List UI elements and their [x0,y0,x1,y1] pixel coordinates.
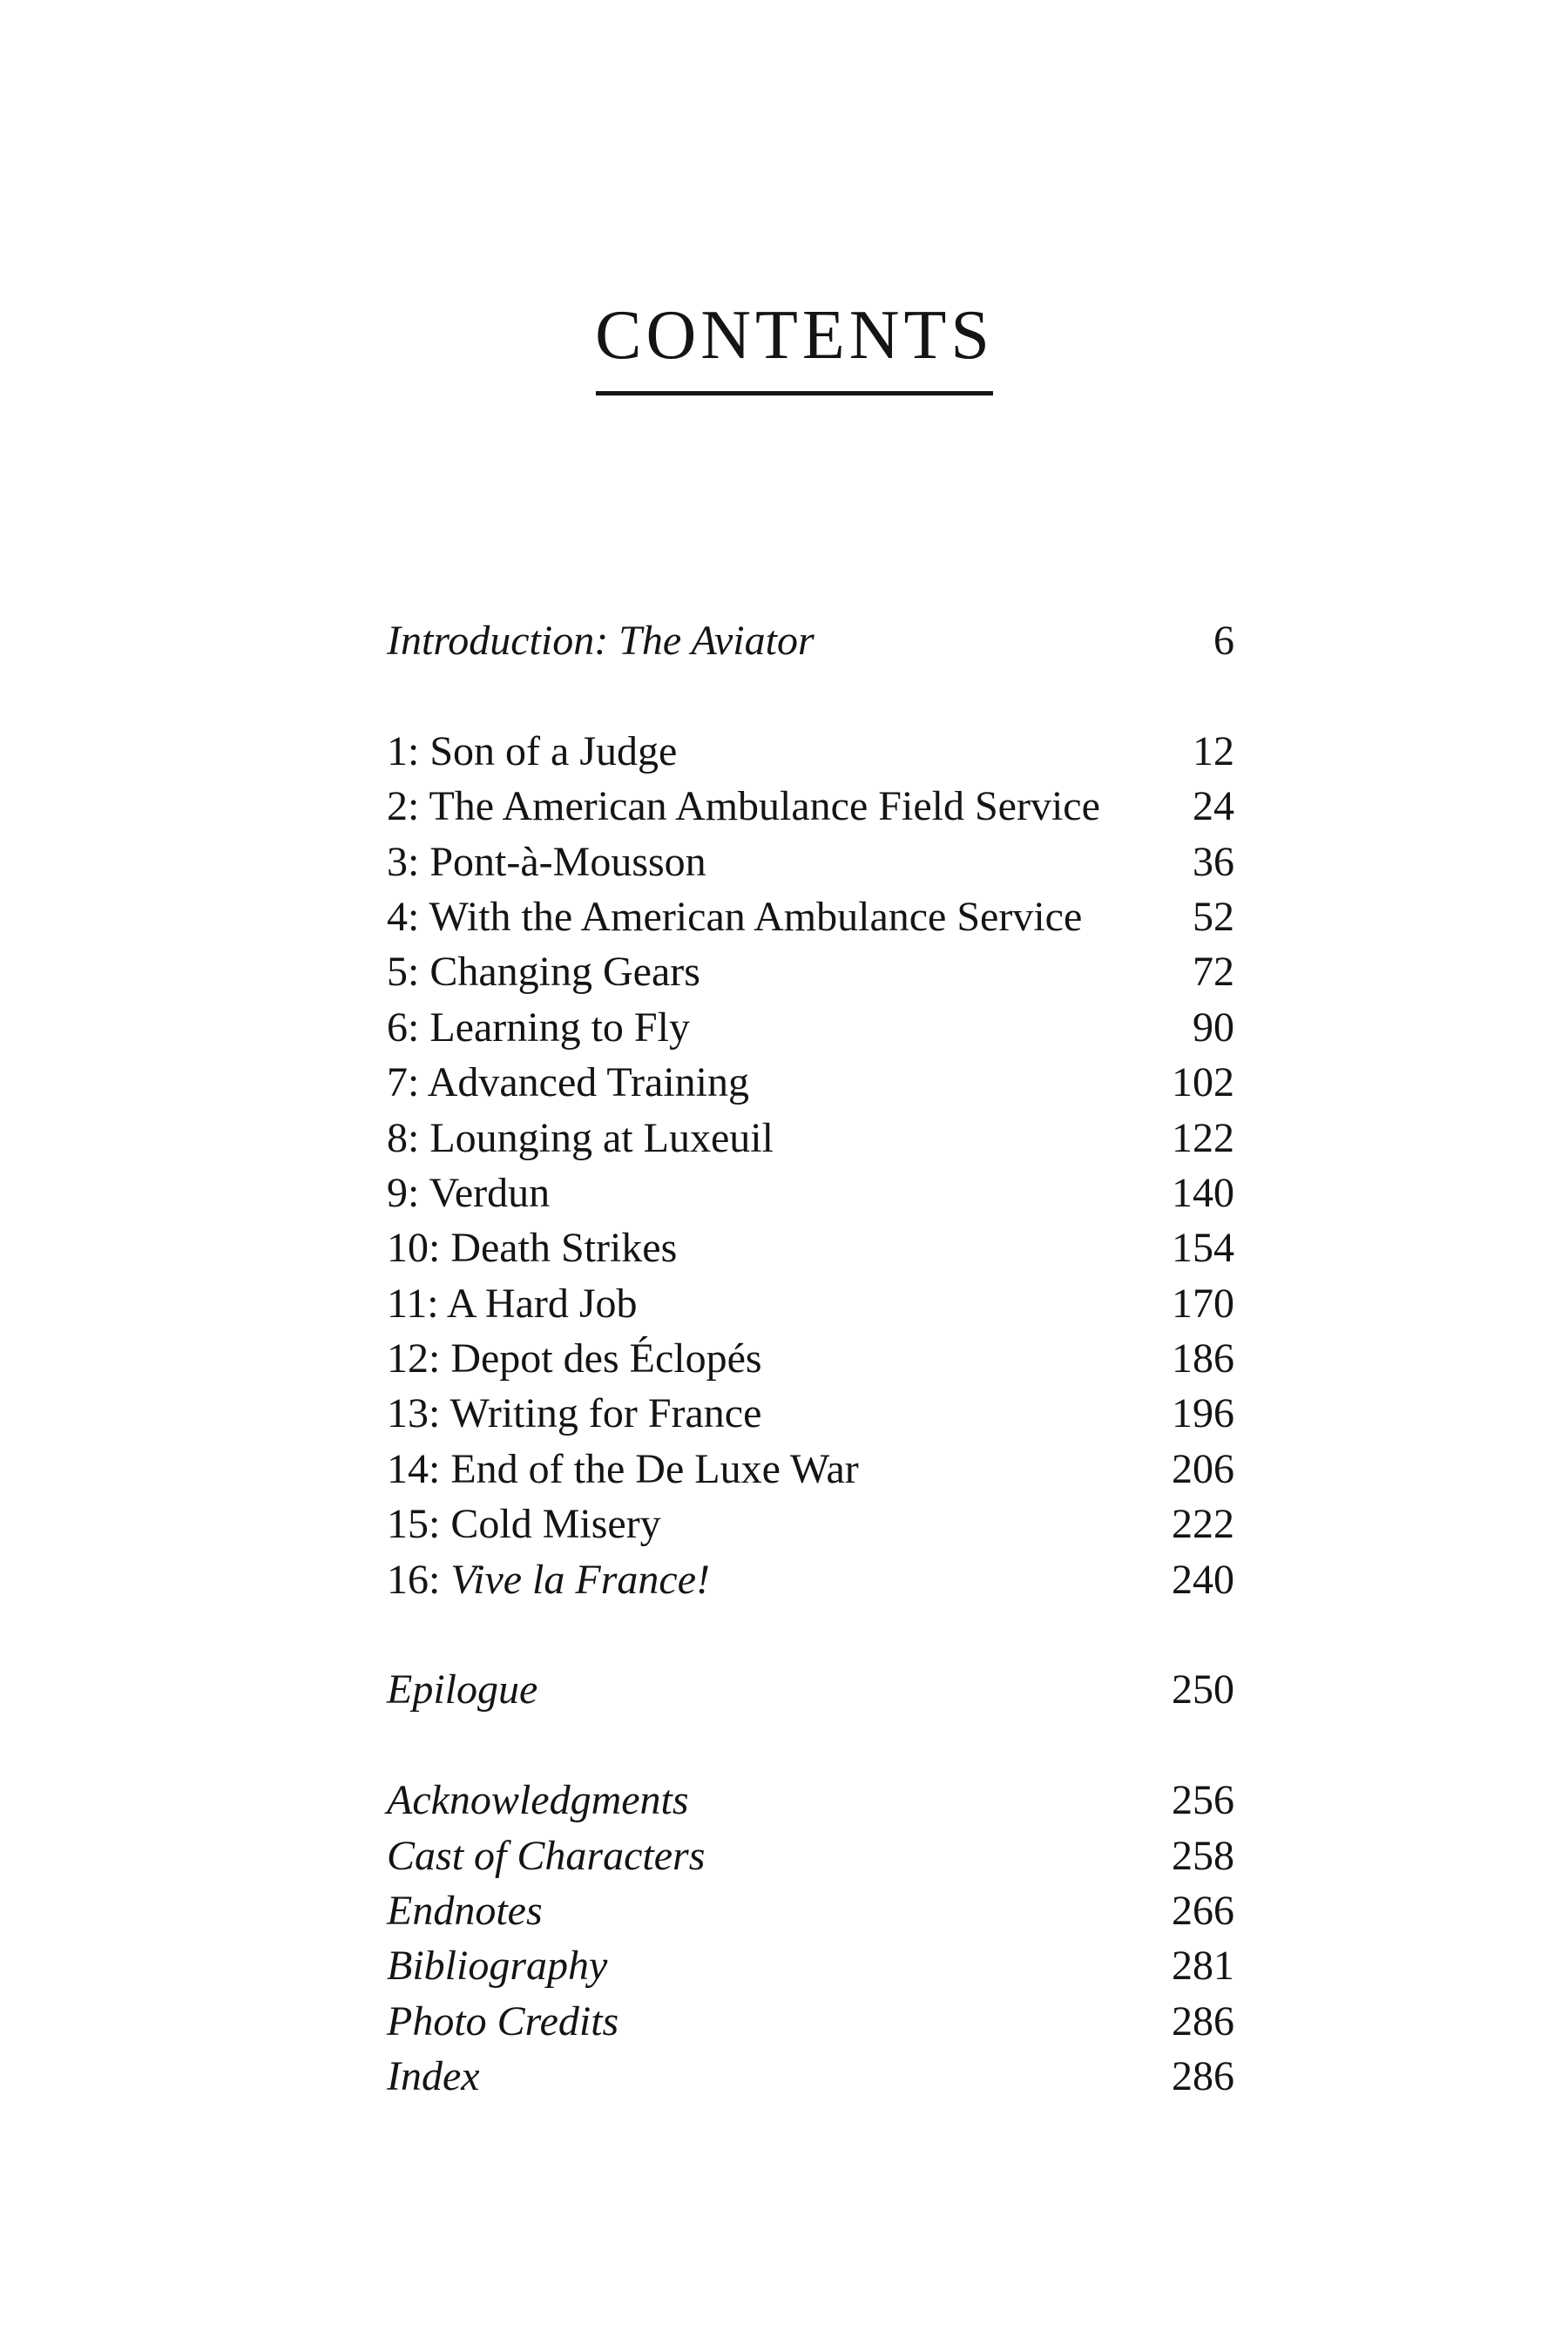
toc-entry-page: 222 [1172,1501,1234,1548]
toc-entry-chapter-7 [387,1055,1234,1110]
toc-entry-page: 286 [1172,1997,1234,2044]
blank-line [387,668,1234,723]
toc-entry-label: 13: Writing for France [387,1390,762,1437]
toc-entry-chapter-1 [387,724,1234,779]
toc-entry-label: 12: Depot des Éclopés [387,1335,762,1382]
toc-entry-page: 240 [1172,1556,1234,1603]
toc-entry-chapter-12 [387,1331,1234,1386]
toc-entry-page: 186 [1172,1335,1234,1382]
toc-entry-page: 90 [1193,1004,1234,1051]
toc-entry-chapter-13 [387,1386,1234,1441]
toc-entry-label: 2: The American Ambulance Field Service [387,783,1100,830]
toc-entry-cast-of-characters [387,1828,1234,1883]
chapter-number: 16: [387,1556,451,1603]
toc-entry-label: Endnotes [387,1887,543,1934]
toc-entry-label: Acknowledgments [387,1777,689,1824]
toc-entry-label: 4: With the American Ambulance Service [387,893,1083,940]
toc-entry-label: 6: Learning to Fly [387,1004,690,1051]
toc-entry-label: 15: Cold Misery [387,1501,661,1548]
toc-entry-chapter-2 [387,779,1234,834]
toc-entry-label: Cast of Characters [387,1832,706,1879]
blank-line [387,1718,1234,1773]
toc-entry-page: 258 [1172,1832,1234,1879]
toc-entry-label: 3: Pont-à-Mousson [387,838,706,885]
blank-line [387,1607,1234,1662]
toc-entry-index [387,2049,1234,2104]
toc-entry-label: Epilogue [387,1666,538,1713]
toc-entry-chapter-14 [387,1442,1234,1497]
chapter-title-italic: Vive la France! [450,1556,710,1603]
toc-entry-label: Index [387,2053,480,2100]
toc-entry-epilogue [387,1662,1234,1717]
toc-entry-chapter-6 [387,1000,1234,1055]
toc-entry-chapter-15 [387,1497,1234,1551]
toc-entry-chapter-3 [387,835,1234,889]
toc-entry-label: 11: A Hard Job [387,1280,638,1327]
toc-entry-label [387,1552,736,1607]
toc-entry-page: 52 [1193,893,1234,940]
toc-entry-chapter-8 [387,1111,1234,1166]
toc-entry-label: 14: End of the De Luxe War [387,1445,859,1492]
toc-entry-chapter-4 [387,889,1234,944]
toc-entry-chapter-10 [387,1220,1234,1275]
toc-entry-introduction [387,613,1234,668]
toc-entry-acknowledgments [387,1773,1234,1828]
toc-entry-page: 250 [1172,1666,1234,1713]
toc-entry-page: 266 [1172,1887,1234,1934]
toc-entry-label: 8: Lounging at Luxeuil [387,1114,774,1161]
toc-entry-label: 7: Advanced Training [387,1059,749,1106]
toc-entry-label: 10: Death Strikes [387,1225,678,1272]
toc-entry-chapter-11 [387,1276,1234,1331]
toc-entry-page: 286 [1172,2053,1234,2100]
toc-entry-label: 5: Changing Gears [387,949,700,996]
toc-entry-page: 12 [1193,727,1234,774]
toc-entry-chapter-9 [387,1166,1234,1220]
toc-entry-chapter-16 [387,1552,1234,1607]
toc-entry-page: 256 [1172,1777,1234,1824]
toc-entry-page: 140 [1172,1169,1234,1216]
toc-entry-chapter-5 [387,944,1234,999]
page-title: CONTENTS [595,297,994,374]
table-of-contents [387,613,1234,2105]
toc-entry-page: 24 [1193,783,1234,830]
toc-entry-label: Photo Credits [387,1997,619,2044]
toc-entry-page: 102 [1172,1059,1234,1106]
toc-entry-label: 9: Verdun [387,1169,551,1216]
toc-entry-page: 154 [1172,1225,1234,1272]
toc-entry-bibliography [387,1938,1234,1993]
toc-entry-page: 6 [1213,618,1234,664]
toc-entry-label: 1: Son of a Judge [387,727,678,774]
title-rule [596,391,993,395]
toc-entry-page: 122 [1172,1114,1234,1161]
toc-entry-page: 196 [1172,1390,1234,1437]
toc-entry-label: Introduction: The Aviator [387,618,814,664]
toc-entry-page: 72 [1193,949,1234,996]
toc-entry-photo-credits [387,1994,1234,2049]
toc-entry-page: 281 [1172,1943,1234,1990]
toc-entry-page: 206 [1172,1445,1234,1492]
toc-entry-page: 170 [1172,1280,1234,1327]
toc-entry-endnotes [387,1883,1234,1938]
toc-entry-label: Bibliography [387,1943,608,1990]
toc-entry-page: 36 [1193,838,1234,885]
